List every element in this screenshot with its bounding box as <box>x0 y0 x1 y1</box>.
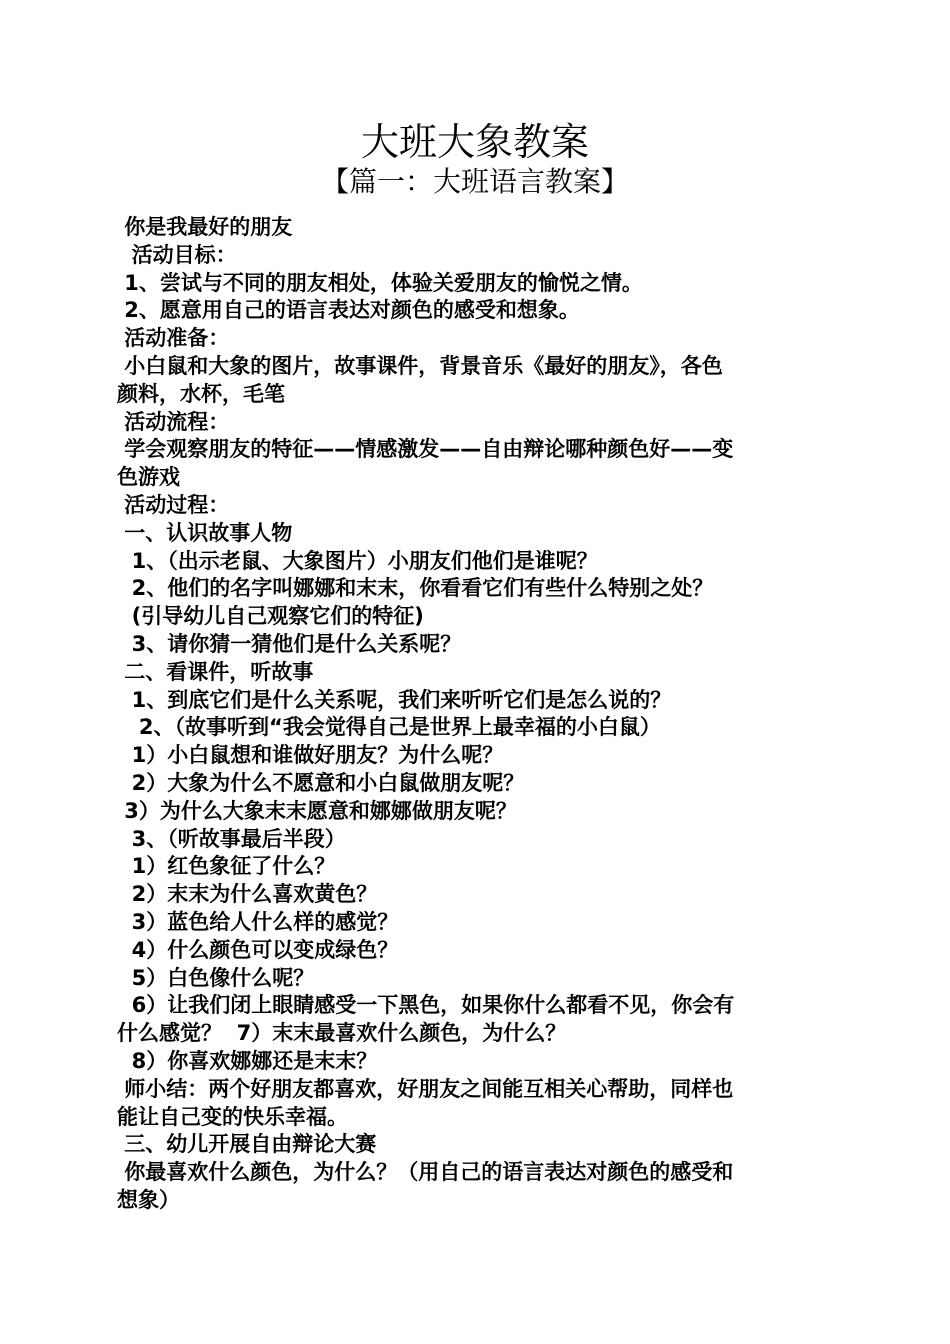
text-line: 2、（故事听到“我会觉得自己是世界上最幸福的小白鼠） <box>117 715 661 740</box>
text-line: 能让自己变的快乐幸福。 <box>117 1104 348 1129</box>
text-line: 活动流程： <box>117 409 230 434</box>
document-subtitle: 【篇一：大班语言教案】 <box>320 165 629 198</box>
text-line: 颜料，水杯，毛笔 <box>117 381 285 406</box>
text-line: 2、他们的名字叫娜娜和末末，你看看它们有些什么特别之处？ <box>117 576 714 601</box>
document-body <box>117 214 822 1215</box>
text-line: 1、（出示老鼠、大象图片）小朋友们他们是谁呢？ <box>117 548 598 573</box>
text-line: 1、尝试与不同的朋友相处，体验关爱朋友的愉悦之情。 <box>117 270 643 295</box>
text-line: 色游戏 <box>117 465 180 490</box>
text-line: 1、到底它们是什么关系呢，我们来听听它们是怎么说的？ <box>117 687 672 712</box>
document-title: 大班大象教案 <box>360 120 589 164</box>
text-line: 三、幼儿开展自由辩论大赛 <box>117 1132 377 1157</box>
text-line: 2、愿意用自己的语言表达对颜色的感受和想象。 <box>117 298 580 323</box>
text-line: 二、看课件，听故事 <box>117 659 314 684</box>
text-line: 一、认识故事人物 <box>117 520 293 545</box>
text-line: 小白鼠和大象的图片，故事课件，背景音乐《最好的朋友》，各色 <box>117 353 723 378</box>
text-line: 活动目标： <box>117 242 237 267</box>
text-line: 2）大象为什么不愿意和小白鼠做朋友呢？ <box>117 770 525 795</box>
text-line: 什么感觉？ 7）末末最喜欢什么颜色，为什么？ <box>117 1021 567 1046</box>
text-line: 1）小白鼠想和谁做好朋友？为什么呢？ <box>117 743 504 768</box>
text-line: 学会观察朋友的特征——情感激发——自由辩论哪种颜色好——变 <box>117 437 734 462</box>
text-line: 3）为什么大象末末愿意和娜娜做朋友呢？ <box>117 798 517 823</box>
text-line: 3、（听故事最后半段） <box>117 826 346 851</box>
text-line: 5）白色像什么呢？ <box>117 965 315 990</box>
text-line: 4）什么颜色可以变成绿色？ <box>117 937 399 962</box>
text-line: 你是我最好的朋友 <box>117 215 293 239</box>
text-line: 1）红色象征了什么？ <box>117 854 336 879</box>
text-line: 师小结：两个好朋友都喜欢，好朋友之间能互相关心帮助，同样也 <box>117 1076 734 1101</box>
text-line: 6）让我们闭上眼睛感受一下黑色，如果你什么都看不见，你会有 <box>117 993 735 1018</box>
text-line: 2）末末为什么喜欢黄色？ <box>117 882 378 907</box>
text-line: 想象） <box>117 1187 180 1212</box>
text-line: 活动过程： <box>117 492 230 517</box>
text-line: 8）你喜欢娜娜还是末末？ <box>117 1048 378 1073</box>
text-line: 3、请你猜一猜他们是什么关系呢？ <box>117 631 462 656</box>
text-line: 你最喜欢什么颜色，为什么？（用自己的语言表达对颜色的感受和 <box>117 1160 734 1185</box>
text-line: 3）蓝色给人什么样的感觉？ <box>117 909 399 934</box>
text-line: 活动准备： <box>117 326 230 351</box>
text-line: (引导幼儿自己观察它们的特征) <box>117 604 424 629</box>
